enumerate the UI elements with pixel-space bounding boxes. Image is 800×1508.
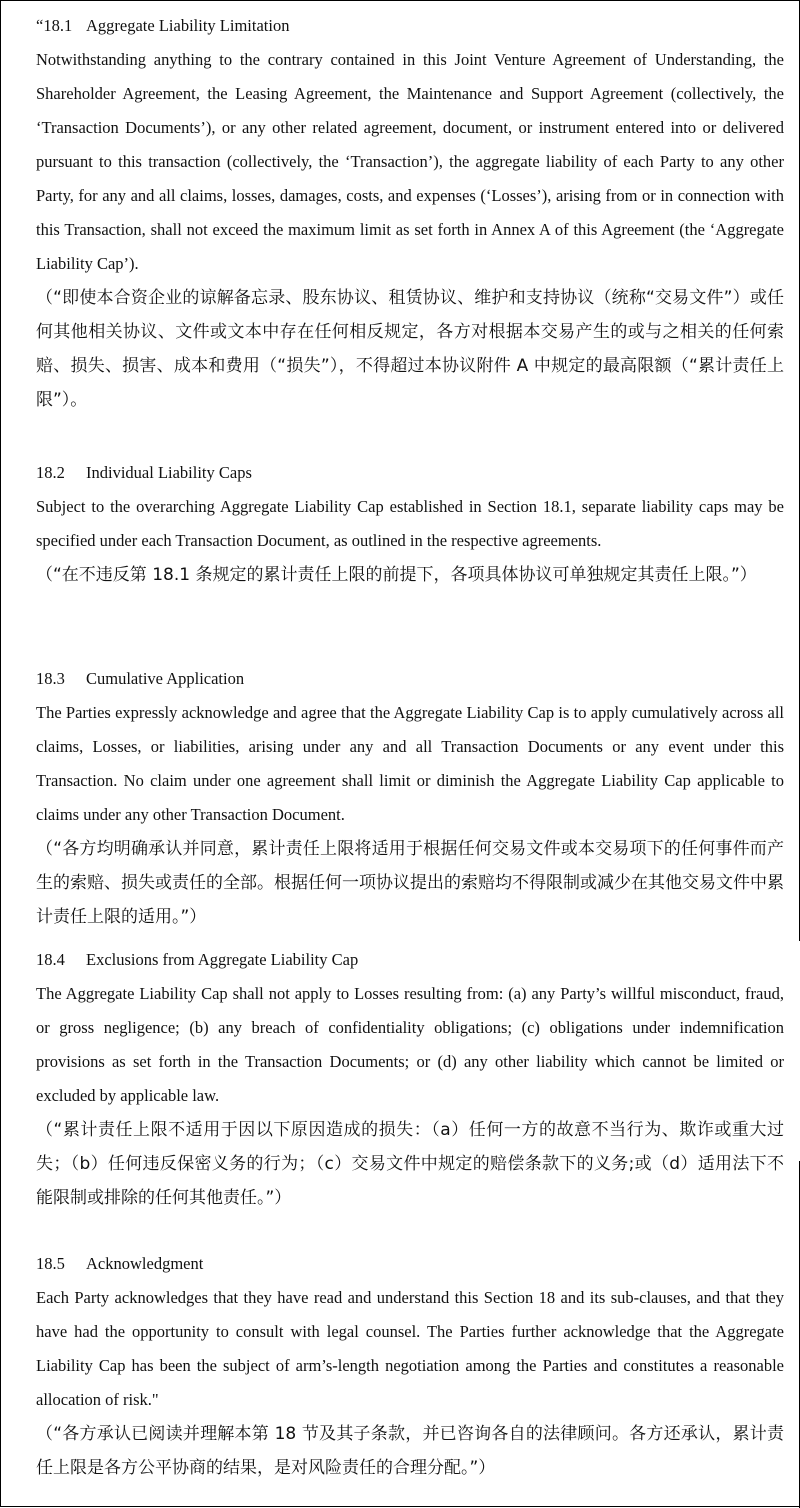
clause-title: Exclusions from Aggregate Liability Cap [86,950,359,969]
clause-title: Individual Liability Caps [86,463,252,482]
clause-heading [36,1247,784,1281]
clause-title: Aggregate Liability Limitation [86,16,290,35]
clause-number: 18.2 [36,463,65,482]
clause-number: 18.4 [36,950,65,969]
clause-18-1 [36,9,784,417]
clause-title: Cumulative Application [86,669,245,688]
clause-english-text: The Parties expressly acknowledge and agree that the Aggregate Liability Cap is to apply cumulatively across all claims, Losses, or liabilities, arising under any and all Transaction Documents or any event under this Transaction. No claim under one agreement shall limit or diminish the Aggregate Liability Cap applicable to claims under any other Transaction Document. [36,703,784,824]
clause-number: “18.1 [36,16,73,35]
clause-chinese-text: （“累计责任上限不适用于因以下原因造成的损失：（a）任何一方的故意不当行为、欺诈或重大过失；（b）任何违反保密义务的行为；（c）交易文件中规定的赔偿条款下的义务;或（d）适用法下不能限制或排除的任何其他责任。”） [36,1120,784,1208]
clause-18-5 [36,1247,784,1485]
clause-chinese-text: （“各方均明确承认并同意，累计责任上限将适用于根据任何交易文件或本交易项下的任何事件而产生的索赔、损失或责任的全部。根据任何一项协议提出的索赔均不得限制或减少在其他交易文件中累计责任上限的适用。”） [36,839,784,927]
clause-english-text: Each Party acknowledges that they have read and understand this Section 18 and its sub-clauses, and that they have had the opportunity to consult with legal counsel. The Parties further acknowledge that the Aggregate Liability Cap has been the subject of arm’s-length negotiation among the Parties and constitutes a reasonable allocation of risk." [36,1288,784,1409]
clause-title: Acknowledgment [86,1254,204,1273]
clause-english-text: Notwithstanding anything to the contrary contained in this Joint Venture Agreement of Understanding, the Shareholder Agreement, the Leasing Agreement, the Maintenance and Support Agreement (collectively, the ‘Transaction Documents’), or any other related agreement, document, or instrument entered into or delivered pursuant to this transaction (collectively, the ‘Transaction’), the aggregate liability of each Party to any other Party, for any and all claims, losses, damages, costs, and expenses (‘Losses’), arising from or in connection with this Transaction, shall not exceed the maximum limit as set forth in Annex A of this Agreement (the ‘Aggregate Liability Cap’). [36,50,784,273]
clause-heading [36,9,784,43]
clause-heading [36,943,784,977]
clause-english-text: Subject to the overarching Aggregate Liability Cap established in Section 18.1, separate liability caps may be specified under each Transaction Document, as outlined in the respective agreements. [36,497,784,550]
clause-number: 18.3 [36,669,65,688]
clause-heading [36,456,784,490]
clause-18-4 [36,943,784,1215]
clause-english-text: The Aggregate Liability Cap shall not apply to Losses resulting from: (a) any Party’s willful misconduct, fraud, or gross negligence; (b) any breach of confidentiality obligations; (c) obligations under indemnification provisions as set forth in the Transaction Documents; or (d) any other liability which cannot be limited or excluded by applicable law. [36,984,784,1105]
clause-chinese-text: （“各方承认已阅读并理解本第 18 节及其子条款，并已咨询各自的法律顾问。各方还承认，累计责任上限是各方公平协商的结果，是对风险责任的合理分配。”） [36,1424,784,1478]
clause-heading [36,662,784,696]
clause-chinese-text: （“即使本合资企业的谅解备忘录、股东协议、租赁协议、维护和支持协议（统称“交易文件”）或任何其他相关协议、文件或文本中存在任何相反规定，各方对根据本交易产生的或与之相关的任何索赔、损失、损害、成本和费用（“损失”），不得超过本协议附件 A 中规定的最高限额（“累计责任上限”）。 [36,288,784,410]
clause-18-2 [36,456,784,592]
clause-18-3 [36,662,784,934]
clause-number: 18.5 [36,1254,65,1273]
clause-chinese-text: （“在不违反第 18.1 条规定的累计责任上限的前提下，各项具体协议可单独规定其责任上限。”） [36,565,757,585]
